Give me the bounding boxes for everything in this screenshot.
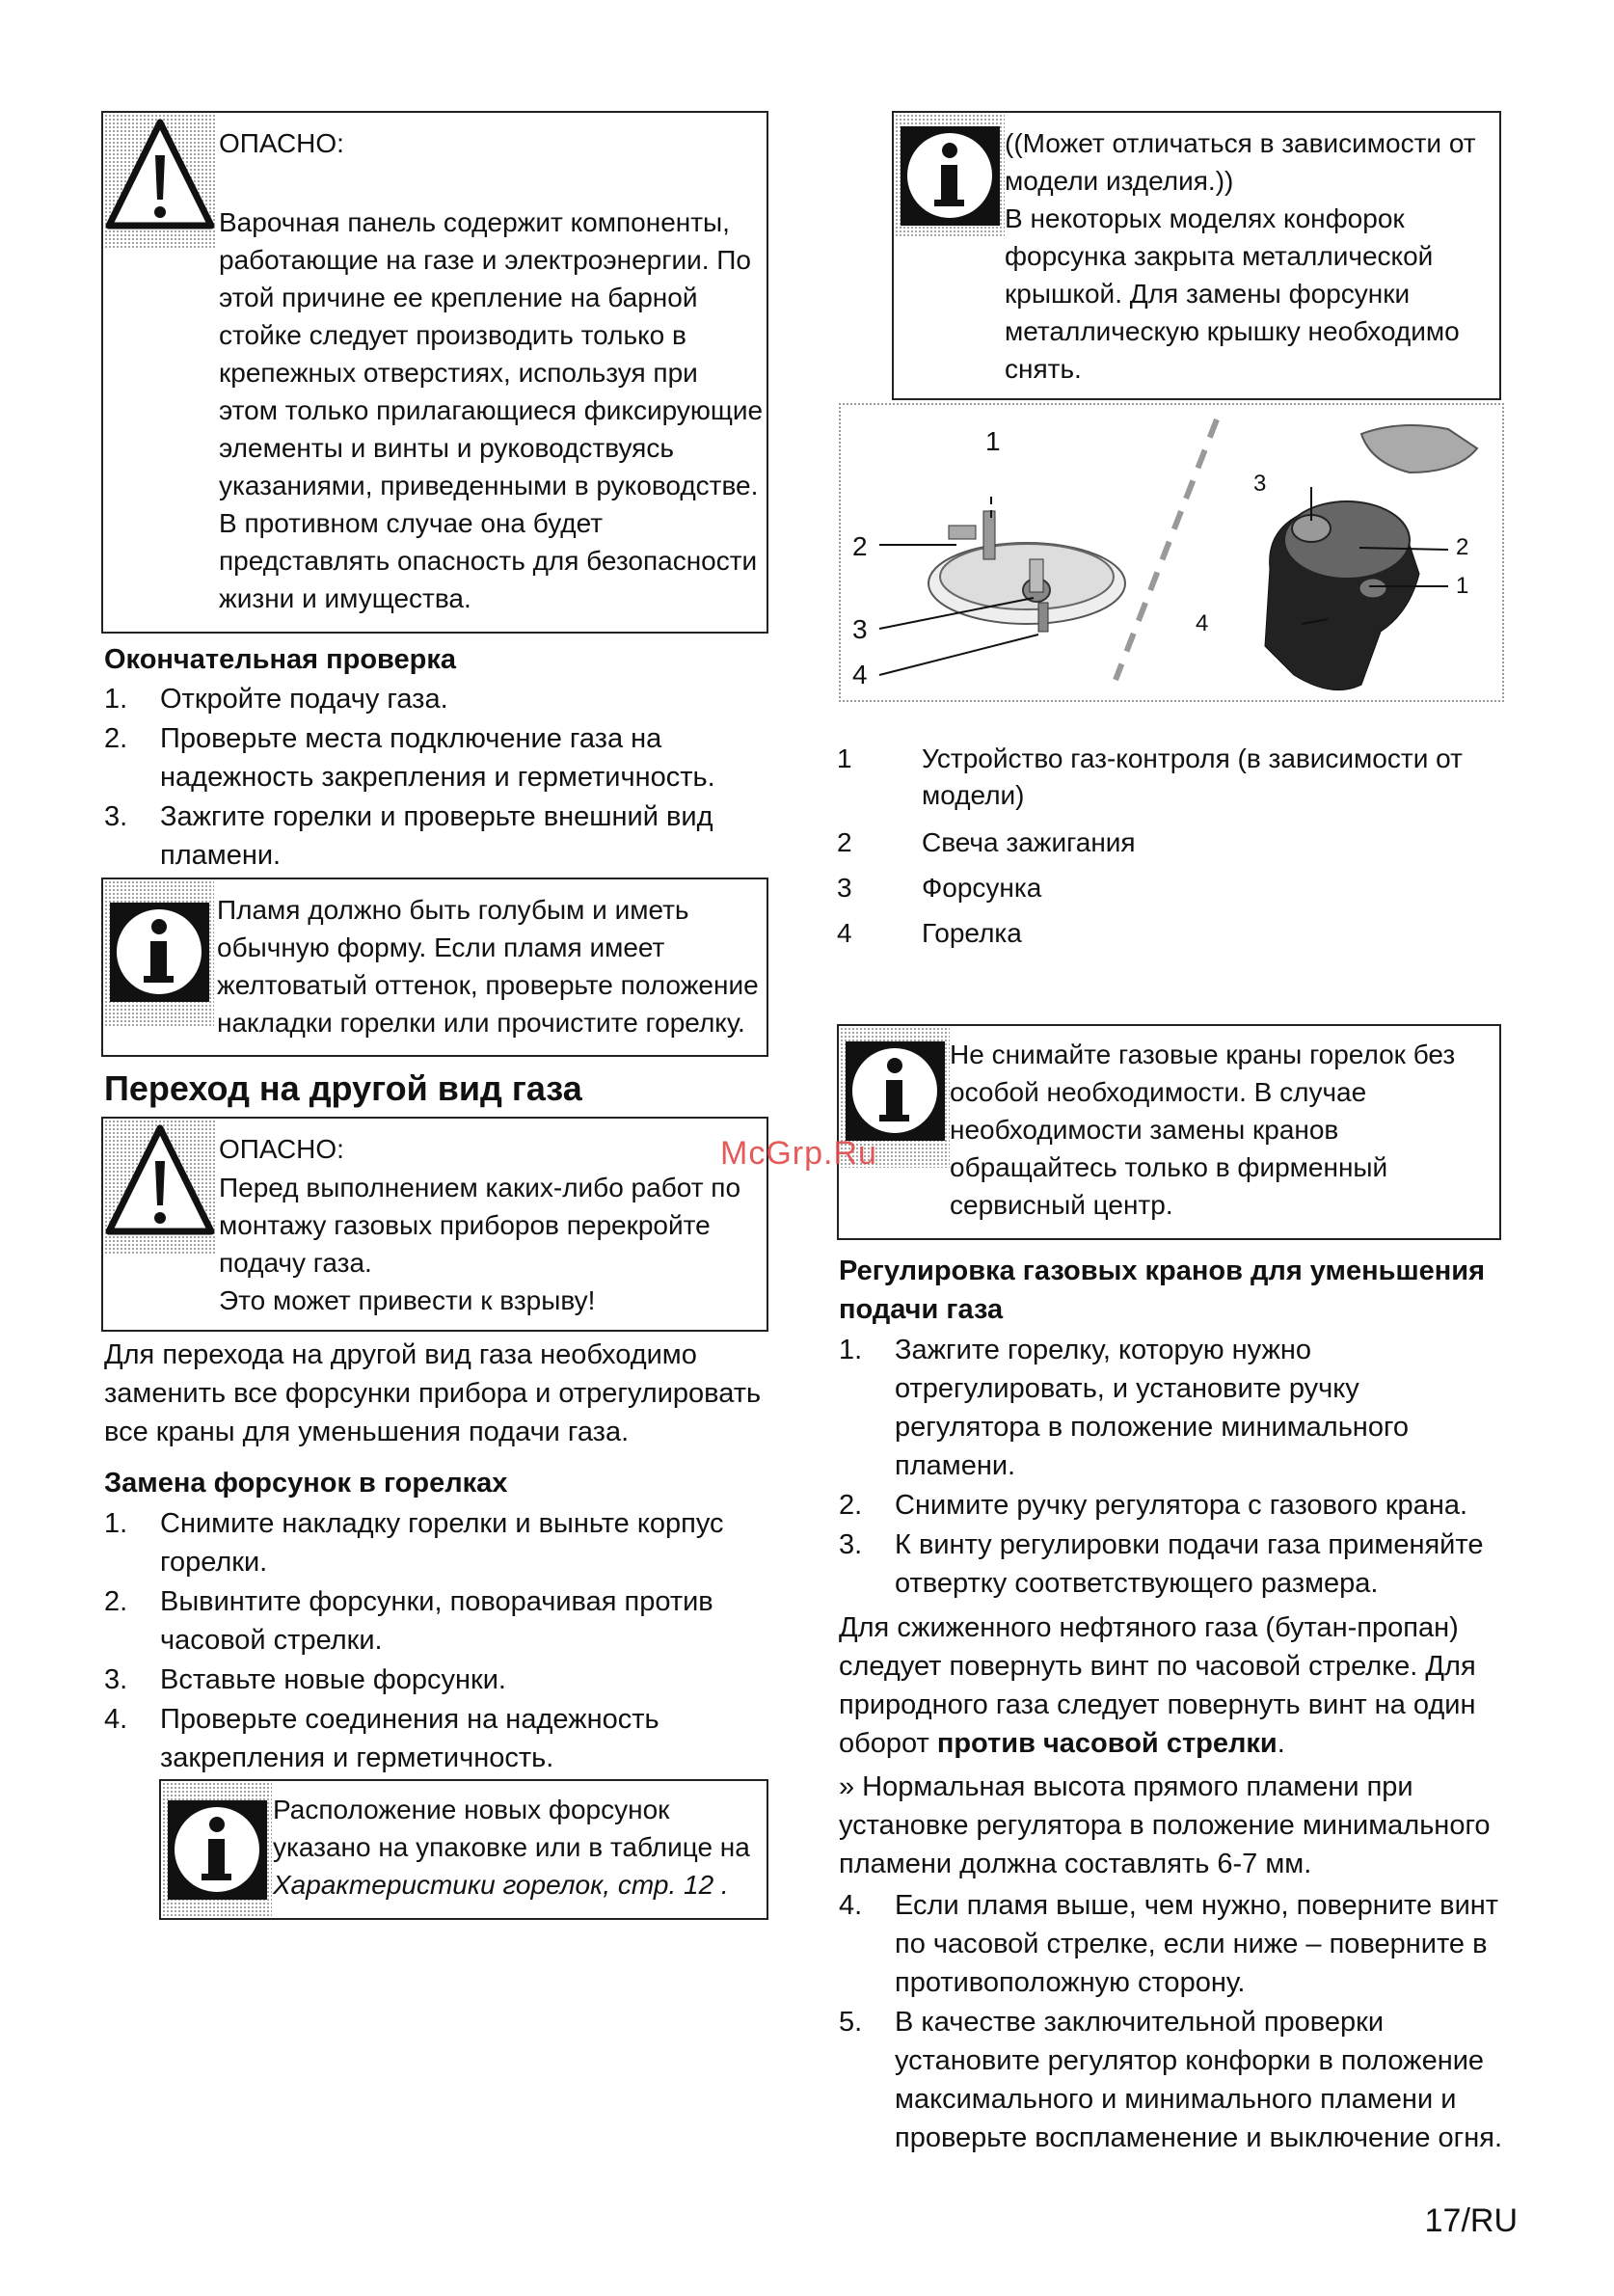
list-item: 4. Проверьте соединения на надежность закрепления и герметичность. [104,1704,659,1773]
regulation-steps-b [839,1886,1514,2158]
list-item: 1. Снимите накладку горелки и выньте корпус горелки. [104,1508,724,1578]
list-item: 2. Вывинтите форсунки, поворачивая против часовой стрелки. [104,1586,713,1656]
info-4-text: Не снимайте газовые краны горелок без особой необходимости. В случае необходимости замены кранов обращайтесь только в фирменный сервисный центр. [950,1040,1456,1220]
nozzles-steps [104,1504,779,1778]
info-3-text: ((Может отличаться в зависимости от модели изделия.)) В некоторых моделях конфорок форсунка закрыта металлической крышкой. Для замены форсунки металлическую крышку необходимо снять. [1005,128,1476,384]
warning-2-title: ОПАСНО: [219,1134,344,1164]
warning-triangle-icon [105,115,216,250]
list-item: 3. Вставьте новые форсунки. [104,1664,506,1695]
warning-2-body: Перед выполнением каких-либо работ по монтажу газовых приборов перекройте подачу газа. Это может привести к взрыву! [219,1173,741,1315]
info-icon [105,881,214,1026]
warning-box-1 [101,111,768,634]
fig-label-right-3: 3 [1253,471,1267,497]
warning-triangle-icon [105,1121,216,1256]
warning-1-title: ОПАСНО: [219,128,344,158]
fig-label-right-1: 1 [1456,573,1469,599]
right-burner [1265,425,1477,690]
regulation-steps-a [839,1331,1514,1604]
regulation-heading: Регулировка газовых кранов для уменьшения подачи газа [839,1256,1486,1325]
regulation-paragraph: Для сжиженного нефтяного газа (бутан-пропан) следует повернуть винт по часовой стрелке. Для природного газа следует повернуть винт на один оборот против часовой стрелки. [839,1612,1476,1759]
left-burner [928,497,1125,632]
info-icon [163,1783,272,1918]
info-box-1 [101,878,768,1057]
list-item: 1. Откройте подачу газа. [104,684,448,715]
list-item: 3. Зажгите горелки и проверьте внешний вид пламени. [104,801,713,871]
fig-label-left-2: 2 [852,531,868,561]
list-item: 2. Снимите ручку регулятора с газового крана. [839,1490,1468,1521]
section-title: Переход на другой вид газа [104,1068,582,1108]
final-check-steps [104,680,779,876]
warning-1-body: Варочная панель содержит компоненты, работающие на газе и электроэнергии. По этой причине ее крепление на барной стойке следует производить только в крепежных отверстиях, используя при этом только прилагающиеся фиксирующие элементы и винты и руководствуясь указаниями, приведенными в руководстве. В противном случае она будет представлять опасность для безопасности жизни и имущества. [219,207,764,613]
info-box-4 [837,1024,1501,1240]
list-item: 5. В качестве заключительной проверки установите регулятор конфорки в положение максимального и минимального пламени и проверьте воспламенение и выключение огня. [839,2007,1503,2153]
list-item: 1. Зажгите горелку, которую нужно отрегулировать, и установите ручку регулятора в положение минимального пламени. [839,1335,1410,1481]
info-icon [896,115,1005,238]
fig-label-right-2: 2 [1456,534,1469,560]
regulation-note: » Нормальная высота прямого пламени при установке регулятора в положение минимального пламени должна составлять 6-7 мм. [839,1771,1491,1879]
gas-change-intro: Для перехода на другой вид газа необходимо заменить все форсунки прибора и отрегулировать все краны для уменьшения подачи газа. [104,1339,762,1447]
burner-figure [839,403,1504,702]
list-item: 3. К винту регулировки подачи газа применяйте отвертку соответствующего размера. [839,1529,1484,1599]
list-item: 4. Если пламя выше, чем нужно, поверните винт по часовой стрелке, если ниже – поверните в противоположную сторону. [839,1890,1499,1998]
fig-label-right-4: 4 [1196,610,1209,636]
info-box-3 [892,111,1501,400]
final-check-heading: Окончательная проверка [104,644,456,675]
page-number: 17/RU [1424,2202,1518,2239]
info-1-text: Пламя должно быть голубым и иметь обычную форму. Если пламя имеет желтоватый оттенок, проверьте положение накладки горелки или прочистите горелку. [217,895,759,1038]
fig-label-left-1: 1 [985,426,1001,456]
nozzles-heading: Замена форсунок в горелках [104,1468,508,1499]
warning-box-2 [101,1117,768,1332]
fig-label-left-4: 4 [852,660,868,689]
burner-illustration [841,405,1502,700]
info-box-2 [159,1779,768,1920]
watermark: McGrp.Ru [720,1135,877,1172]
fig-label-left-3: 3 [852,614,868,644]
list-item: 2. Проверьте места подключение газа на надежность закрепления и герметичность. [104,723,715,793]
info-2-text: Расположение новых форсунок указано на упаковке или в таблице на Характеристики горелок, стр. 12 . [273,1795,750,1900]
